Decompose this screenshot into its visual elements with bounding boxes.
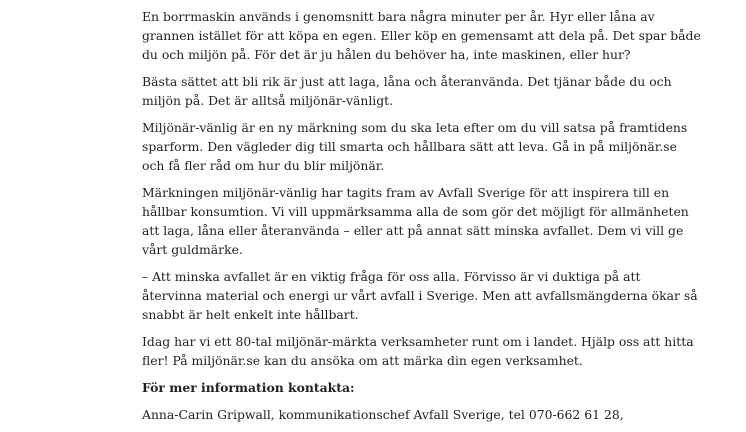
contact-line: Anna-Carin Gripwall, kommunikationschef Avfall Sverige, tel 070-662 61 28, [142,407,624,422]
paragraph-best-way: Bästa sättet att bli rik är just att laga, låna och återanvända. Det tjänar både du och miljön på. Det är alltså miljönär-vänligt. [142,74,672,108]
paragraph-label-intro: Miljönär-vänlig är en ny märkning som du ska leta efter om du vill satsa på framtidens sparform. Den vägleder dig till smarta och hållbara sätt att leva. Gå in på miljönär.se och få fler råd om hur du blir miljönär. [142,120,688,173]
paragraph-quote: – Att minska avfallet är en viktig fråga för oss alla. Förvisso är vi duktiga på att återvinna material och energi ur vårt avfall i Sverige. Men att avfallsmängderna ökar så snabbt är helt enkelt inte hållbart. [142,269,698,322]
contact-heading: För mer information kontakta: [142,380,355,395]
paragraph-label-origin: Märkningen miljönär-vänlig har tagits fram av Avfall Sverige för att inspirera till en hållbar konsumtion. Vi vill uppmärksamma alla de som gör det möjligt för allmänheten att laga, låna eller återanvända – eller att på annat sätt minska avfallet. Dem vi vill ge vårt guldmärke. [142,185,689,257]
paragraph-drill: En borrmaskin används i genomsnitt bara några minuter per år. Hyr eller låna av grannen istället för att köpa en egen. Eller köp en gemensamt att dela på. Det spar både du och miljön på. För det är ju hålen du behöver ha, inte maskinen, eller hur? [142,9,701,62]
paragraph-businesses: Idag har vi ett 80-tal miljönär-märkta verksamheter runt om i landet. Hjälp oss att hitta fler! På miljönär.se kan du ansöka om att märka din egen verksamhet. [142,334,694,368]
press-release-body [142,7,702,432]
